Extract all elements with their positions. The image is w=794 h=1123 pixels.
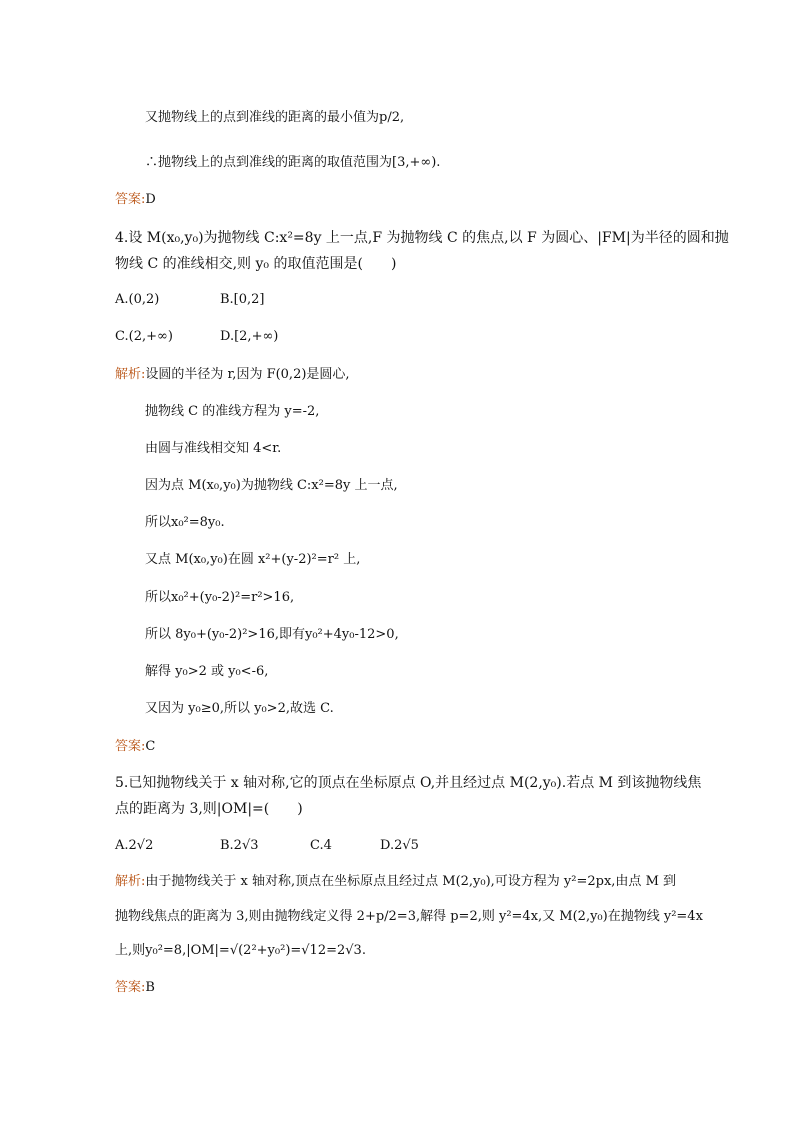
solution-line: 抛物线 C 的准线方程为 y=-2, <box>145 404 320 419</box>
q5-option-b: B.2√3 <box>220 838 259 853</box>
q5-option-a: A.2√2 <box>115 838 154 853</box>
solution-line: 所以x₀²=8y₀. <box>145 515 225 530</box>
q5-option-d: D.2√5 <box>380 838 419 853</box>
solution-line: ∴抛物线上的点到准线的距离的取值范围为[3,+∞). <box>145 155 441 170</box>
q4-option-a: A.(0,2) <box>115 292 160 307</box>
solution-line: 又点 M(x₀,y₀)在圆 x²+(y-2)²=r² 上, <box>145 552 361 567</box>
solution-line: 抛物线焦点的距离为 3,则由抛物线定义得 2+p/2=3,解得 p=2,则 y²=4x,又 M(2,y₀)在抛物线 y²=4x <box>115 909 703 924</box>
solution-line: 由圆与准线相交知 4<r. <box>145 441 282 456</box>
q4-option-d: D.[2,+∞) <box>220 329 279 344</box>
solution-line: 因为点 M(x₀,y₀)为抛物线 C:x²=8y 上一点, <box>145 478 398 493</box>
answer-value: D <box>145 192 156 207</box>
answer-label: 答案: <box>115 980 146 995</box>
answer-line <box>115 190 156 210</box>
solution-line: 上,则y₀²=8,|OM|=√(2²+y₀²)=√12=2√3. <box>115 943 366 958</box>
question-4-stem: 4.设 M(x₀,y₀)为抛物线 C:x²=8y 上一点,F 为抛物线 C 的焦点,以 F 为圆心、|FM|为半径的圆和抛 <box>115 230 729 246</box>
q4-option-b: B.[0,2] <box>220 292 265 307</box>
analysis-label: 解析: <box>115 874 146 889</box>
answer-value: B <box>145 980 155 995</box>
q4-option-c: C.(2,+∞) <box>115 329 173 344</box>
answer-label: 答案: <box>115 192 146 207</box>
answer-line <box>115 737 155 757</box>
question-5-stem-cont: 点的距离为 3,则|OM|=( ) <box>115 801 303 817</box>
q5-option-c: C.4 <box>310 838 332 853</box>
solution-line: 又抛物线上的点到准线的距离的最小值为p/2, <box>145 110 405 125</box>
answer-line <box>115 978 155 998</box>
solution-line: 解得 y₀>2 或 y₀<-6, <box>145 664 269 679</box>
analysis-label: 解析: <box>115 367 146 382</box>
analysis-line: 解析:设圆的半径为 r,因为 F(0,2)是圆心, <box>115 367 350 382</box>
question-5-stem: 5.已知抛物线关于 x 轴对称,它的顶点在坐标原点 O,并且经过点 M(2,y₀).若点 M 到该抛物线焦 <box>115 775 702 791</box>
analysis-line: 解析:由于抛物线关于 x 轴对称,顶点在坐标原点且经过点 M(2,y₀),可设方程为 y²=2px,由点 M 到 <box>115 874 677 889</box>
solution-line: 所以x₀²+(y₀-2)²=r²>16, <box>145 590 295 605</box>
question-4-stem-cont: 物线 C 的准线相交,则 y₀ 的取值范围是( ) <box>115 256 397 272</box>
solution-line: 所以 8y₀+(y₀-2)²>16,即有y₀²+4y₀-12>0, <box>145 627 399 642</box>
answer-label: 答案: <box>115 739 146 754</box>
solution-line: 又因为 y₀≥0,所以 y₀>2,故选 C. <box>145 701 334 716</box>
answer-value: C <box>145 739 156 754</box>
